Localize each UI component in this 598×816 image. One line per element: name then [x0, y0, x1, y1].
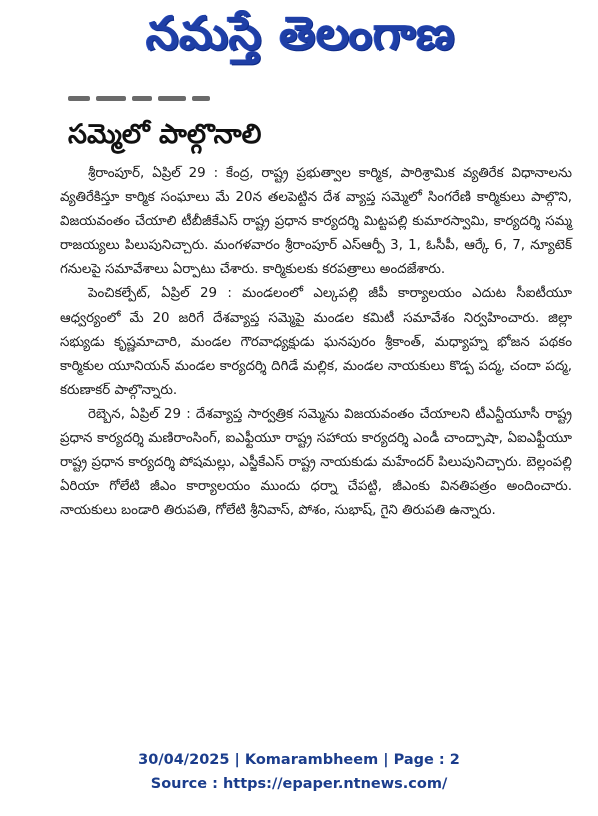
article-body	[60, 162, 572, 523]
newspaper-masthead: నమస్తే తెలంగాణ	[146, 6, 456, 60]
cropped-text-fragment	[132, 96, 152, 101]
edition-info: 30/04/2025 | Komarambheem | Page : 2	[138, 752, 460, 768]
cropped-text-fragment	[96, 96, 126, 101]
article-headline: సమ్మెలో పాల్గొనాలి	[68, 119, 262, 150]
source-link[interactable]: Source : https://epaper.ntnews.com/	[150, 776, 448, 792]
cropped-text-fragment	[192, 96, 210, 101]
cropped-dateline-strip	[68, 94, 218, 102]
cropped-text-fragment	[158, 96, 186, 101]
article-paragraph-rebbena: రెబ్బెన, ఏప్రిల్ 29 : దేశవ్యాప్త సార్వత్రిక సమ్మెను విజయవంతం చేయాలని టీఎన్టీయూసీ రాష్ట్ర ప్రధాన కార్యదర్శి మణిరాంసింగ్, ఐఎఫ్టీయూ రాష్ట్ర సహాయ కార్యదర్శి ఎండీ చాంద్పాషా, ఏఐఎఫ్టీయూ రాష్ట్ర ప్రధాన కార్యదర్శి పోషమల్లు, ఎస్జీకేఎస్ రాష్ట్ర నాయకుడు మహేందర్ పిలుపునిచ్చారు. బెల్లంపల్లి ఏరియా గోలేటి జీఎం కార్యాలయం ముందు ధర్నా చేపట్టి, జీఎంకు వినతిపత్రం అందించారు. నాయకులు బండారి తిరుపతి, గోలేటి శ్రీనివాస్, పోశం, సుభాష్, గైని తిరుపతి ఉన్నారు.	[60, 406, 572, 519]
article-paragraph-penchikalpet: పెంచికల్పేట్, ఏప్రిల్ 29 : మండలంలో ఎల్కపల్లి జీపీ కార్యాలయం ఎదుట సీఐటీయూ ఆధ్వర్యంలో మే 20 జరిగే దేశవ్యాప్త సమ్మెపై మండల కమిటీ సమావేశం నిర్వహించారు. జిల్లా సభ్యుడు కృష్ణమాచారి, మండల గౌరవాధ్యక్షుడు ఘనపురం శ్రీకాంత్, మధ్యాహ్న భోజన పథకం కార్మికుల యూనియన్ మండల కార్యదర్శి దిగిడే మల్లిక, మండల నాయకులు కొడ్ప పద్మ, చందా పద్మ, కరుణాకర్ పాల్గొన్నారు.	[60, 286, 572, 398]
clipping-footer	[0, 748, 598, 796]
cropped-text-fragment	[68, 96, 90, 101]
article-paragraph-srirampur: శ్రీరాంపూర్, ఏప్రిల్ 29 : కేంద్ర, రాష్ట్ర ప్రభుత్వాల కార్మిక, పారిశ్రామిక వ్యతిరేక విధానాలను వ్యతిరేకిస్తూ కార్మిక సంఘాలు మే 20న తలపెట్టిన దేశ వ్యాప్త సమ్మెలో సింగరేణి కార్మికులు పాల్గొని, విజయవంతం చేయాలి టీబీజీకేఎస్ రాష్ట్ర ప్రధాన కార్యదర్శి మిట్టపల్లి కుమారస్వామి, కార్యదర్శి సమ్మ రాజయ్యలు పిలుపునిచ్చారు. మంగళవారం శ్రీరాంపూర్ ఎస్ఆర్పీ 3, 1, ఓసీపీ, ఆర్కే 6, 7, న్యూటెక్ గనులపై సమావేశాలు ఏర్పాటు చేశారు. కార్మికులకు కరపత్రాలు అందజేశారు.	[60, 166, 572, 278]
